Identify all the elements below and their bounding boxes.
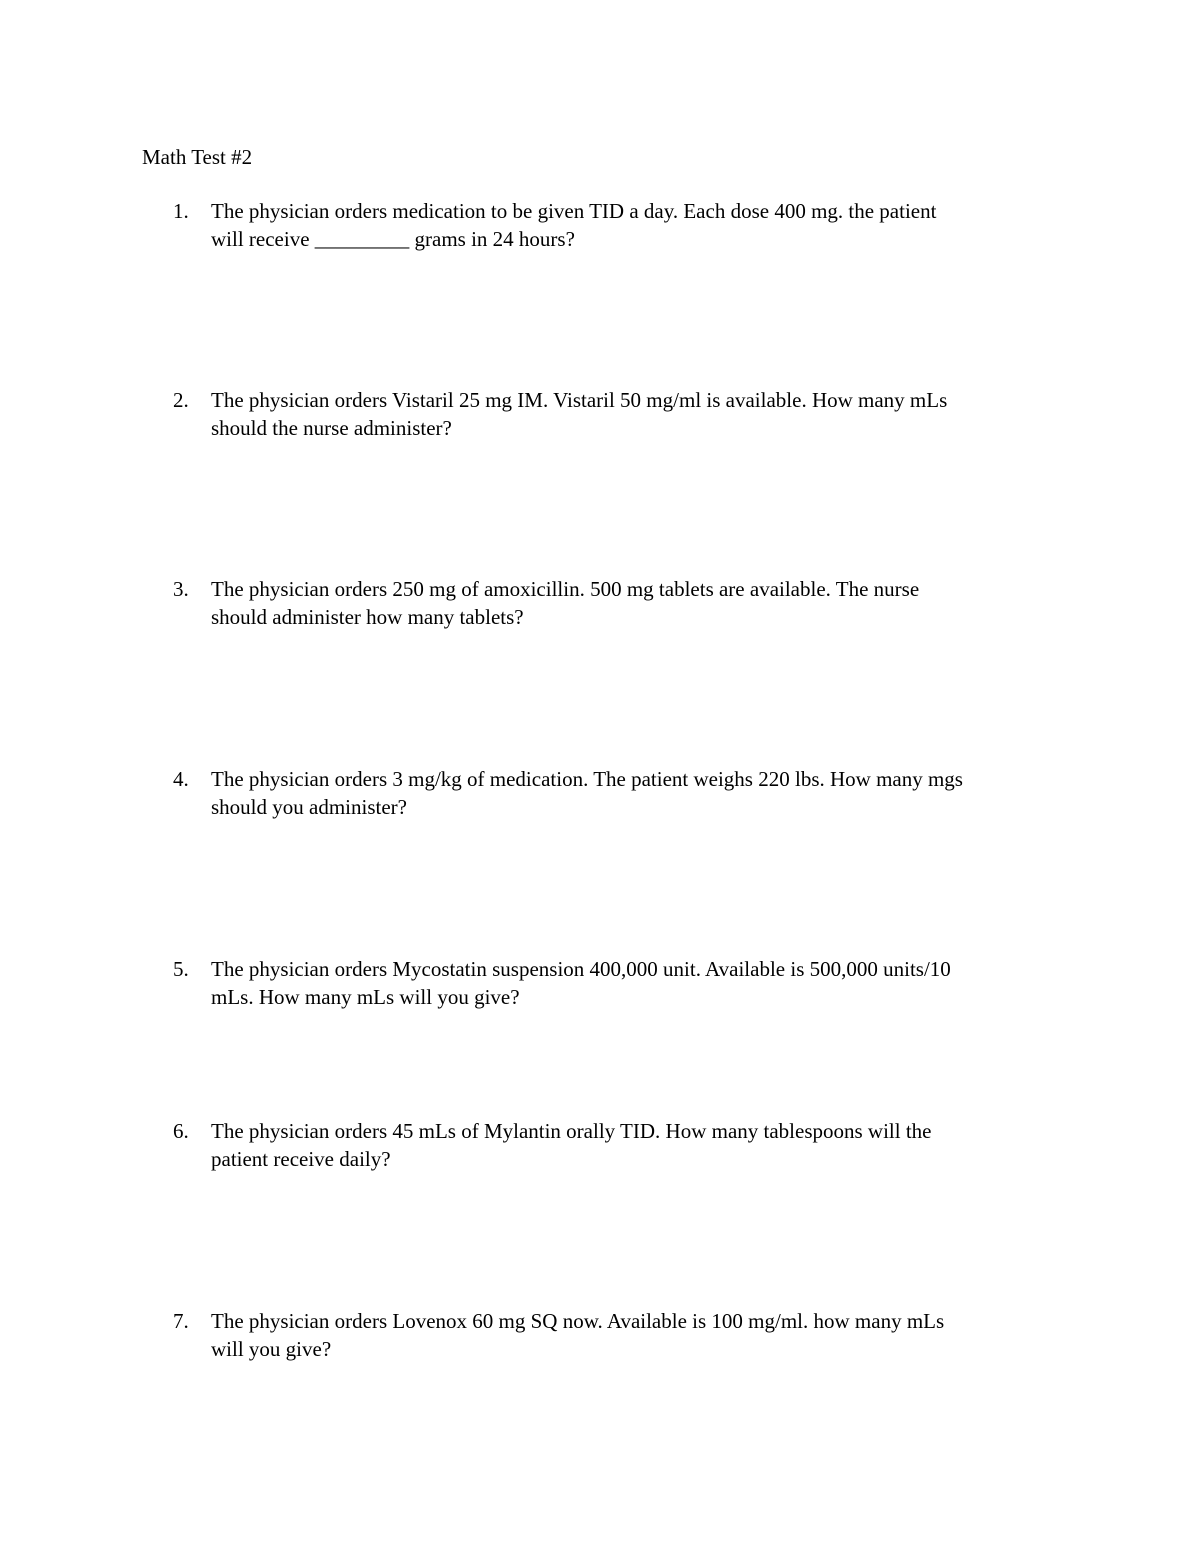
question-line: patient receive daily?	[211, 1147, 391, 1171]
question-text	[211, 386, 1071, 442]
question-line: will receive _________ grams in 24 hours?	[211, 227, 575, 251]
question-line: will you give?	[211, 1337, 332, 1361]
question-line: mLs. How many mLs will you give?	[211, 985, 520, 1009]
question-number: 1.	[173, 199, 189, 223]
question-line: The physician orders medication to be given TID a day. Each dose 400 mg. the patient	[211, 199, 937, 223]
question-text	[211, 197, 1071, 253]
question-text	[211, 955, 1071, 1011]
question-text	[211, 1307, 1071, 1363]
question-number: 7.	[173, 1309, 189, 1333]
question-line: The physician orders Lovenox 60 mg SQ now. Available is 100 mg/ml. how many mLs	[211, 1309, 945, 1333]
question-text	[211, 765, 1071, 821]
question-line: The physician orders 3 mg/kg of medication. The patient weighs 220 lbs. How many mgs	[211, 767, 963, 791]
question-line: should the nurse administer?	[211, 416, 452, 440]
question-number: 4.	[173, 767, 189, 791]
question-line: should administer how many tablets?	[211, 605, 524, 629]
question-line: The physician orders Mycostatin suspension 400,000 unit. Available is 500,000 units/10	[211, 957, 951, 981]
question-number: 6.	[173, 1119, 189, 1143]
question-line: The physician orders 45 mLs of Mylantin orally TID. How many tablespoons will the	[211, 1119, 932, 1143]
question-line: The physician orders Vistaril 25 mg IM. Vistaril 50 mg/ml is available. How many mLs	[211, 388, 948, 412]
question-line: The physician orders 250 mg of amoxicillin. 500 mg tablets are available. The nurse	[211, 577, 920, 601]
question-text	[211, 575, 1071, 631]
question-number: 5.	[173, 957, 189, 981]
document-title: Math Test #2	[142, 145, 253, 169]
question-text	[211, 1117, 1071, 1173]
question-line: should you administer?	[211, 795, 407, 819]
question-number: 2.	[173, 388, 189, 412]
question-number: 3.	[173, 577, 189, 601]
